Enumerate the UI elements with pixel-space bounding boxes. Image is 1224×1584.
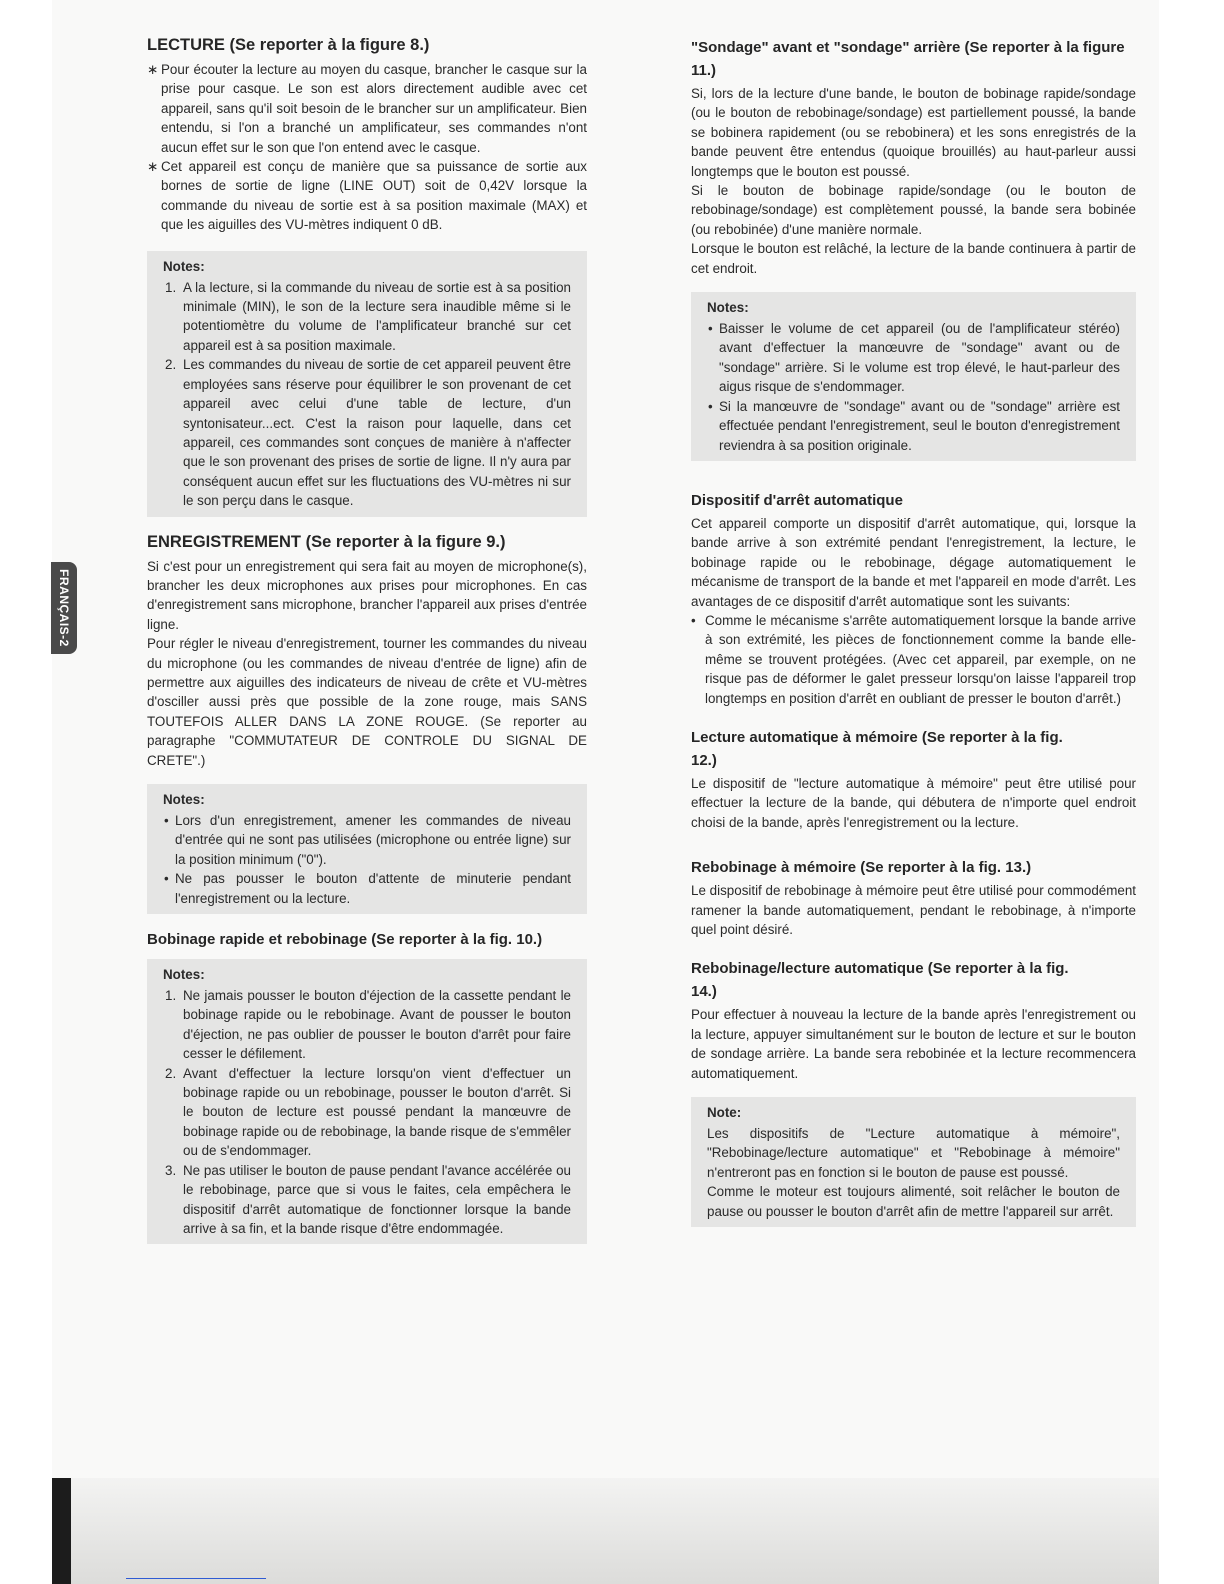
notes-box-lecture — [147, 251, 587, 517]
paragraph: Cet appareil comporte un dispositif d'arrêt automatique, qui, lorsque la bande arrive à son extrémité pendant l'enregistrement, la lecture, le bobinage rapide ou le rebobinage, dégage automatiquement le mécanisme de transport de la bande et met l'appareil en mode d'arrêt. Les avantages de ce dispositif d'arrêt automatique sont les suivants: — [691, 515, 1136, 609]
heading-lecture — [147, 34, 587, 56]
section-rebobinage-memoire — [691, 856, 1136, 939]
list-item-text: Comme le mécanisme s'arrête automatiquement lorsque la bande arrive à son extrémité, les pièces de fonctionnement comme la bande elle-même se trouvent protégées. (Avec cet appareil, par exemple, on ne risque pas de déformer le galet presseur lorsqu'on laisse l'appareil trop longtemps en position d'arrêt en oubliant de presser le bouton d'arrêt.) — [705, 612, 1136, 706]
section-bobinage — [147, 928, 587, 1244]
note-text: Si la manœuvre de "sondage" avant ou de "sondage" arrière est effectuée pendant l'enregistrement, seul le bouton d'enregistrement reviendra à sa position originale. — [719, 398, 1120, 453]
heading-bobinage: Bobinage rapide et rebobinage (Se reporter à la fig. 10.) — [147, 931, 543, 949]
right-column — [691, 36, 1136, 1241]
note-text: Baisser le volume de cet appareil (ou de l'amplificateur stéréo) avant d'effectuer la manœuvre de "sondage" avant ou de "sondage" arrière. Si le volume est trop élevé, le haut-parleur des aigus risque de s'endommager. — [719, 321, 1120, 395]
notes-title: Notes: — [163, 258, 205, 274]
list-item: • Comme le mécanisme s'arrête automatiquement lorsque la bande arrive à son extrémité, les pièces de fonctionnement comme la bande elle-même se trouvent protégées. (Avec cet appareil, par exemple, on ne risque pas de déformer le galet presseur lorsqu'on laisse l'appareil trop longtemps en position d'arrêt en oubliant de presser le bouton d'arrêt.) — [691, 612, 1136, 706]
heading-sondage: "Sondage" avant et "sondage" arrière (Se reporter à la figure 11.) — [691, 39, 1125, 79]
page-edge-bar — [52, 1478, 71, 1584]
note-item: 1. Ne jamais pousser le bouton d'éjection de la cassette pendant le bobinage rapide ou le rebobinage. Avant de pousser le bouton d'éjection, ne pas oublier de pousser le bouton d'arrêt pour faire cesser le défilement. — [165, 988, 571, 1062]
language-side-tab — [51, 562, 77, 654]
note-text: Ne jamais pousser le bouton d'éjection de la cassette pendant le bobinage rapide ou le rebobinage. Avant de pousser le bouton d'éjection, ne pas oublier de pousser le bouton d'arrêt pour faire cesser le défilement. — [183, 988, 571, 1062]
note-text: Les dispositifs de "Lecture automatique à mémoire", "Rebobinage/lecture automatique" et "Rebobinage à mémoire" n'entreront pas en fonction si le bouton de pause est poussé. — [707, 1126, 1120, 1180]
lecture-list — [147, 60, 587, 235]
note-item: 1. A la lecture, si la commande du niveau de sortie est à sa position minimale (MIN), le son de la lecture sera inaudible même si le potentiomètre du volume de l'amplificateur branché sur cet appareil est à sa position maximale. — [165, 279, 571, 353]
notes-box-sondage — [691, 292, 1136, 461]
notes-box-bobinage — [147, 959, 587, 1244]
section-sondage — [691, 36, 1136, 461]
note-text: A la lecture, si la commande du niveau de sortie est à sa position minimale (MIN), le son de la lecture sera inaudible même si le potentiomètre du volume de l'amplificateur branché sur cet appareil est à sa position maximale. — [183, 279, 571, 353]
heading-enregistrement-title: ENREGISTREMENT — [147, 532, 302, 551]
section-lecture-automatique — [691, 726, 1136, 832]
paragraph: Lorsque le bouton est relâché, la lecture de la bande continuera à partir de cet endroit. — [691, 241, 1136, 276]
heading-lecture-ref: (Se reporter à la figure 8.) — [229, 36, 430, 54]
section-lecture — [147, 34, 587, 517]
section-enregistrement — [147, 531, 587, 915]
blue-underline — [126, 1578, 266, 1579]
note-text: Ne pas pousser le bouton d'attente de minuterie pendant l'enregistrement ou la lecture. — [175, 871, 571, 906]
heading-lecture-title: LECTURE — [147, 36, 225, 54]
note-text: Lors d'un enregistrement, amener les commandes de niveau d'entrée qui ne sont pas utilisées (microphone ou entrée ligne) sur la position minimum ("0"). — [175, 813, 571, 867]
heading-enregistrement-ref: (Se reporter à la figure 9.) — [305, 532, 506, 551]
paragraph: Si c'est pour un enregistrement qui sera fait au moyen de microphone(s), brancher les deux microphones aux prises pour microphones. En cas d'enregistrement sans microphone, brancher l'appareil aux prises d'entrée ligne. — [147, 558, 587, 632]
note-item: • Si la manœuvre de "sondage" avant ou de "sondage" arrière est effectuée pendant l'enregistrement, seul le bouton d'enregistrement reviendra à sa position originale. — [708, 398, 1120, 453]
list-item-text: Pour écouter la lecture au moyen du casque, brancher le casque sur la prise pour casque. Le son est alors directement audible avec cet appareil, sans qu'il soit besoin de le brancher sur un amplificateur. Bien entendu, si l'on a branché un amplificateur, ses commandes n'ont aucun effet sur le son que l'on entend avec le casque. — [161, 62, 587, 155]
section-arret-automatique — [691, 489, 1136, 708]
note-text: Ne pas utiliser le bouton de pause pendant l'avance accélérée ou le rebobinage, parce que si vous le faites, cela empêchera le dispositif d'arrêt automatique de fonctionner lorsque la bande arrive à sa fin, et la bande risque d'être endommagée. — [183, 1162, 571, 1236]
list-item-text: Cet appareil est conçu de manière que sa puissance de sortie aux bornes de sortie de ligne (LINE OUT) soit de 0,42V lorsque la commande du niveau de sortie est à sa position maximale (MAX) et que les aiguilles des VU-mètres indiquent 0 dB. — [161, 159, 587, 233]
notes-title: Note: — [707, 1105, 742, 1121]
note-box-rebobinage-lecture — [691, 1097, 1136, 1227]
note-text: Les commandes du niveau de sortie de cet appareil peuvent être employées sans réserve pour équilibrer le son provenant de cet appareil avec celui d'une table de lecture, d'un syntonisateur...ect. C'est la raison pour laquelle, dans cet appareil, ces commandes sont conçues de manière à n'affecter que le son provenant des prises de sortie de ligne. Il n'y aura par conséquent aucun effet sur les fluctuations des VU-mètres ni sur le son perçu dans le casque. — [183, 357, 571, 509]
notes-title: Notes: — [707, 300, 749, 316]
list-item: ∗ Pour écouter la lecture au moyen du casque, brancher le casque sur la prise pour casque. Le son est alors directement audible avec cet appareil, sans qu'il soit besoin de le brancher sur un amplificateur. Bien entendu, si l'on a branché un amplificateur, ses commandes n'ont aucun effet sur le son que l'on entend avec le casque. — [147, 62, 587, 155]
note-item: • Baisser le volume de cet appareil (ou de l'amplificateur stéréo) avant d'effectuer la manœuvre de "sondage" avant ou de "sondage" arrière. Si le volume est trop élevé, le haut-parleur des aigus risque de s'endommager. — [708, 321, 1120, 395]
paragraph: Pour effectuer à nouveau la lecture de la bande après l'enregistrement ou la lecture, appuyer simultanément sur le bouton de lecture et sur le bouton de sondage arrière. La bande sera rebobinée et la lecture recommencera automatiquement. — [691, 1007, 1136, 1081]
heading-rebobinage-memoire: Rebobinage à mémoire (Se reporter à la fig. 13.) — [691, 859, 1032, 877]
paragraph: Le dispositif de "lecture automatique à mémoire" peut être utilisé pour effectuer la lecture de la bande, qui débutera de n'importe quel endroit choisi de la bande, après l'enregistrement ou la lecture. — [691, 775, 1136, 830]
paragraph: Si le bouton de bobinage rapide/sondage (ou le bouton de rebobinage/sondage) est complètement poussé, la bande sera bobinée (ou rebobinée) d'une manière normale. — [691, 183, 1136, 237]
heading-arret: Dispositif d'arrêt automatique — [691, 491, 903, 509]
note-text: Comme le moteur est toujours alimenté, soit relâcher le bouton de pause ou pousser le bouton d'arrêt afin de mettre l'appareil sur arrêt. — [707, 1184, 1120, 1219]
note-item: 3. Ne pas utiliser le bouton de pause pendant l'avance accélérée ou le rebobinage, parce que si vous le faites, cela empêchera le dispositif d'arrêt automatique de fonctionner lorsque la bande arrive à sa fin, et la bande risque d'être endommagée. — [165, 1162, 571, 1236]
paragraph: Le dispositif de rebobinage à mémoire peut être utilisé pour commodément ramener la bande automatiquement, pendant le rebobinage, à n'importe quel point désiré. — [691, 883, 1136, 937]
notes-title: Notes: — [163, 967, 205, 983]
list-item: ∗ Cet appareil est conçu de manière que sa puissance de sortie aux bornes de sortie de ligne (LINE OUT) soit de 0,42V lorsque la commande du niveau de sortie est à sa position maximale (MAX) et que les aiguilles des VU-mètres indiquent 0 dB. — [147, 159, 587, 233]
heading-lecture-auto: Lecture automatique à mémoire (Se reporter à la fig. 12.) — [691, 728, 1063, 769]
arret-list — [691, 611, 1136, 708]
heading-rebobinage-lecture: Rebobinage/lecture automatique (Se reporter à la fig. 14.) — [691, 960, 1069, 1001]
notes-title: Notes: — [163, 792, 205, 807]
side-tab-label: FRANÇAIS-2 — [57, 569, 71, 647]
notes-box-enregistrement — [147, 784, 587, 914]
page-bottom-shade — [52, 1478, 1159, 1584]
left-column — [147, 34, 587, 1258]
note-item: 2. Les commandes du niveau de sortie de cet appareil peuvent être employées sans réserve pour équilibrer le son provenant de cet appareil avec celui d'une table de lecture, d'un syntonisateur...ect. C'est la raison pour laquelle, dans cet appareil, ces commandes sont conçues de manière à n'affecter que le son provenant des prises de sortie de ligne. Il n'y aura par conséquent aucun effet sur les fluctuations des VU-mètres ni sur le son perçu dans le casque. — [165, 357, 571, 509]
note-item: • Ne pas pousser le bouton d'attente de minuterie pendant l'enregistrement ou la lecture. — [164, 871, 571, 906]
paragraph: Pour régler le niveau d'enregistrement, tourner les commandes du niveau du microphone (ou les commandes de niveau d'entrée de ligne) afin de permettre aux aiguilles des indicateurs de niveau de crête et VU-mètres d'osciller aussi près que possible de la zone rouge, mais SANS TOUTEFOIS ALLER DANS LA ZONE ROUGE. (Se reporter au paragraphe "COMMUTATEUR DE CONTROLE DU SIGNAL DE CRETE".) — [147, 636, 587, 768]
note-text: Avant d'effectuer la lecture lorsqu'on vient d'effectuer un bobinage rapide ou un rebobinage, pousser le bouton d'arrêt. Si le bouton de lecture est poussé pendant la manœuvre de bobinage rapide ou de rebobinage, la bande risque de s'emmêler ou de s'endommager. — [183, 1065, 571, 1159]
paragraph: Si, lors de la lecture d'une bande, le bouton de bobinage rapide/sondage (ou le bouton de rebobinage/sondage) est partiellement poussé, la bande se bobinera rapidement (ou se rebobinera) et les sons enregistrés de la bande peuvent être entendus (quoique brouillés) au haut-parleur aussi longtemps que le bouton est poussé. — [691, 86, 1136, 179]
note-item: • Lors d'un enregistrement, amener les commandes de niveau d'entrée qui ne sont pas utilisées (microphone ou entrée ligne) sur la position minimum ("0"). — [164, 813, 571, 867]
section-rebobinage-lecture — [691, 957, 1136, 1227]
note-item: 2. Avant d'effectuer la lecture lorsqu'on vient d'effectuer un bobinage rapide ou un rebobinage, pousser le bouton d'arrêt. Si le bouton de lecture est poussé pendant la manœuvre de bobinage rapide ou de rebobinage, la bande risque de s'emmêler ou de s'endommager. — [165, 1065, 571, 1159]
heading-enregistrement — [147, 531, 587, 553]
